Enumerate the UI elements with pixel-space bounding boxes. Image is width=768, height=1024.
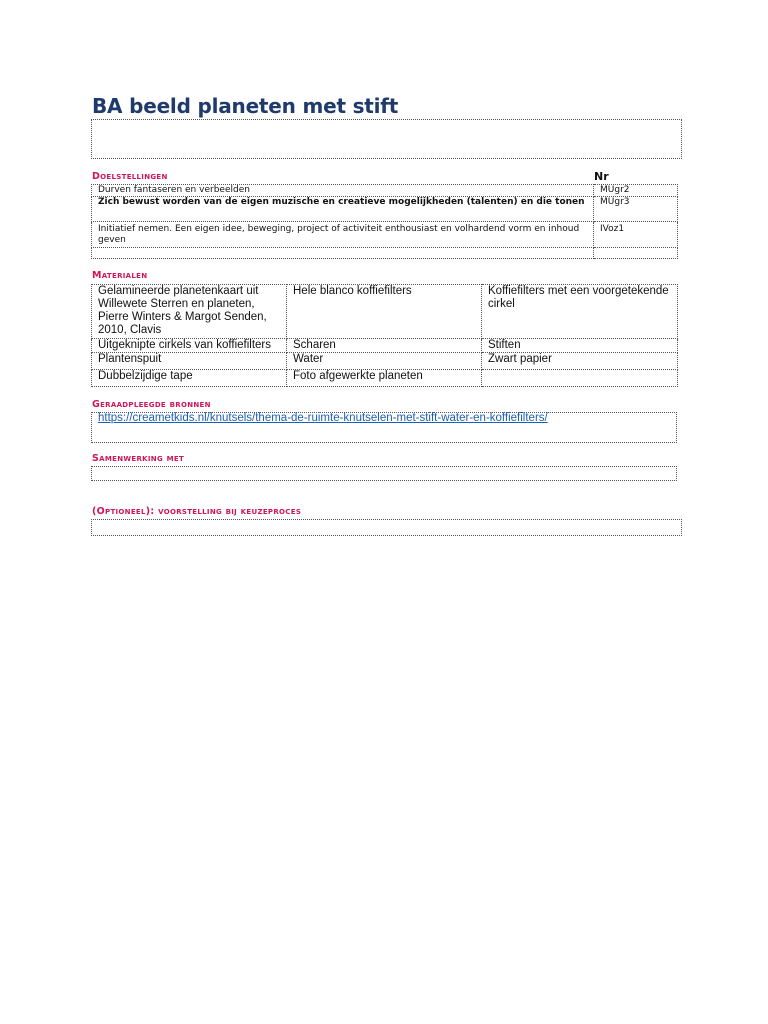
table-row xyxy=(92,353,678,370)
table-row xyxy=(92,370,678,387)
nr-heading: Nr xyxy=(594,170,609,183)
material-cell xyxy=(482,370,678,387)
table-row xyxy=(92,285,678,339)
samenwerking-box xyxy=(91,466,677,481)
material-cell: Uitgeknipte cirkels van koffiefilters xyxy=(92,339,287,353)
table-row xyxy=(92,339,678,353)
goal-code: MUgr2 xyxy=(594,185,678,197)
material-cell: Stiften xyxy=(482,339,678,353)
page-title: BA beeld planeten met stift xyxy=(92,94,399,118)
materialen-table xyxy=(91,284,678,387)
goal-text xyxy=(92,248,594,259)
material-cell: Dubbelzijdige tape xyxy=(92,370,287,387)
material-cell: Foto afgewerkte planeten xyxy=(287,370,482,387)
goal-text: Durven fantaseren en verbeelden xyxy=(92,185,594,197)
goal-code: MUgr3 xyxy=(594,197,678,222)
optioneel-box xyxy=(91,519,682,536)
material-cell: Zwart papier xyxy=(482,353,678,370)
goal-text: Initiatief nemen. Een eigen idee, beweging, project of activiteit enthousiast en volhardend vorm en inhoud geven xyxy=(92,222,594,248)
source-link[interactable]: https://creametkids.nl/knutsels/thema-de-ruimte-knutselen-met-stift-water-en-koffiefilters/ xyxy=(98,412,548,424)
material-cell: Gelamineerde planetenkaart uit Willewete Sterren en planeten, Pierre Winters & Margot Senden, 2010, Clavis xyxy=(92,285,287,339)
material-cell: Hele blanco koffiefilters xyxy=(287,285,482,339)
material-cell: Water xyxy=(287,353,482,370)
samenwerking-heading: Samenwerking met xyxy=(92,453,185,464)
table-row xyxy=(92,185,678,197)
bronnen-heading: Geraadpleegde bronnen xyxy=(92,399,211,410)
doelstellingen-heading: Doelstellingen xyxy=(92,171,168,182)
table-row xyxy=(92,248,678,259)
table-row xyxy=(92,197,678,222)
table-row xyxy=(92,222,678,248)
goal-code xyxy=(594,248,678,259)
optioneel-heading: (Optioneel): voorstelling bij keuzeproces xyxy=(92,506,302,517)
goal-text: Zich bewust worden van de eigen muzische en creatieve mogelijkheden (talenten) en die tonen xyxy=(92,197,594,222)
material-cell: Scharen xyxy=(287,339,482,353)
doelstellingen-table xyxy=(91,184,678,259)
material-cell: Plantenspuit xyxy=(92,353,287,370)
goal-code: IVoz1 xyxy=(594,222,678,248)
intro-box xyxy=(91,119,682,159)
materialen-heading: Materialen xyxy=(92,270,148,281)
material-cell: Koffiefilters met een voorgetekende cirkel xyxy=(482,285,678,339)
